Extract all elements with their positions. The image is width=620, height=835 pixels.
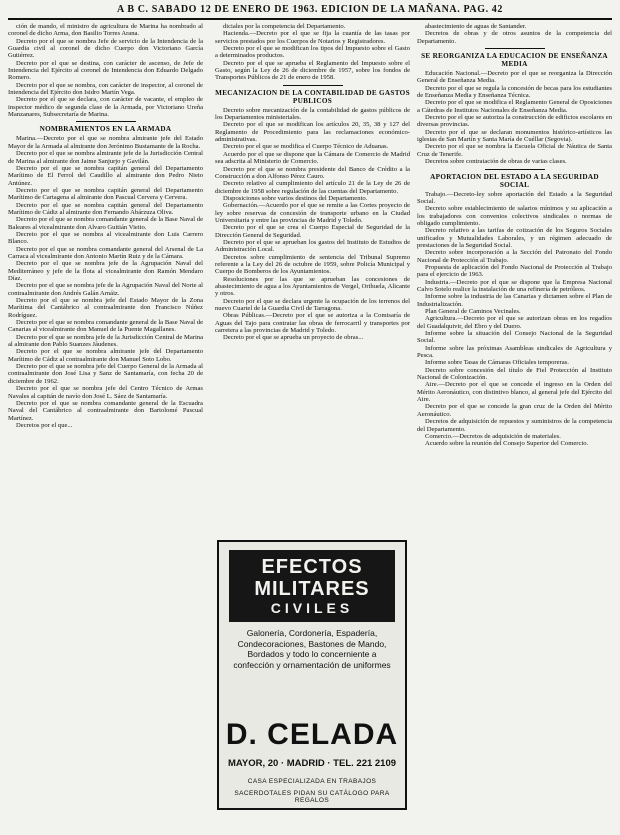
paragraph: Decreto por el que se nombra capitán general del Departamento Marítimo de Cádiz al almirante don Fernando Abárzuza Oliva.: [8, 201, 203, 216]
column-2: [215, 23, 410, 535]
paragraph: Industria.—Decreto por el que se dispone que la Empresa Nacional Calvo Sotelo realice la instalación de una refinería de petróleos.: [417, 278, 612, 293]
paragraph: Decreto por el que se nombra al vicealmirante don Luis Carrero Blanco.: [8, 230, 203, 246]
page-header: A B C. SABADO 12 DE ENERO DE 1963. EDICION DE LA MAÑANA. PAG. 42: [116, 4, 504, 15]
paragraph: Decreto por el que se destina, con carácter de ascenso, de Jefe de Intendencia del Ejército al coronel de Intendencia don Eduardo Delgado Romero.: [8, 59, 203, 82]
paragraph: Decreto por el que se nombra comandante general de la Base Naval de Canarias al vicealmirante don Manuel de la Puente Magallanes.: [8, 319, 203, 334]
paragraph: Decreto por el que se nombra almirante jefe de la Jurisdicción Central de Marina al almirante don Jaime Sanjurjo y Gavilán.: [8, 150, 203, 165]
paragraph: Decreto por el que se nombra comandante general de la Base Naval de Baleares al vicealmirante don Alvaro Guitián Vieito.: [8, 216, 203, 231]
section-rule: [283, 85, 343, 86]
paragraph: Decreto por el que se aprueba un proyecto de obras...: [223, 334, 364, 342]
ad-banner-line2: MILITARES: [254, 578, 370, 600]
paragraph: Decreto por el que se nombra comandante general de la Escuadra Naval del Cantábrico al contraalmirante don Bartolomé Pascual Martínez.: [8, 399, 203, 422]
header-rule: [8, 18, 612, 20]
paragraph: Plan General de Caminos Vecinales.: [425, 308, 521, 315]
paragraph: Decreto por el que se modifican los artículos 20, 35, 38 y 127 del Reglamento de Procedimiento para las reclamaciones económico-administrativas.: [215, 121, 410, 144]
column-3: [417, 23, 612, 829]
paragraph: Decreto por el que se aprueban los gastos del Instituto de Estudios de Administración Local.: [215, 238, 410, 254]
section-rule: [485, 48, 545, 49]
paragraph: Decreto por el que se aprueba el Reglamento del Impuesto sobre el Gasto, según la Ley de 26 de diciembre de 1957, sobre los fondos de Transportes Públicos de 21 de enero de 1958.: [215, 59, 410, 82]
section-rule: [485, 169, 545, 170]
paragraph: Decreto por el que se nombra Jefe de servicio de la Intendencia de la Guardia civil al coronel de dicho Cuerpo don Victoriano García Gutiérrez.: [8, 37, 203, 60]
paragraph: Aire.—Decreto por el que se concede el ingreso en la Orden del Mérito Aeronáutico, con distintivo blanco, al general jefe del Ejército del Aire.: [417, 381, 612, 404]
paragraph: Decreto por el que se nombra la Escuela Oficial de Náutica de Santa Cruz de Tenerife.: [417, 143, 612, 158]
section-heading: MECANIZACION DE LA CONTABILIDAD DE GASTOS PUBLICOS: [215, 88, 410, 105]
paragraph: Decreto por el que se nombra jefe de la Agrupación Naval del Mediterráneo y jefe de la flota al vicealmirante don Ramón Mendaro Díaz.: [8, 260, 203, 282]
paragraph: Decretos sobre cumplimiento de sentencia del Tribunal Supremo referente a la Ley del 26 de octubre de 1959, sobre Policía Municipal y Cuerpo de Bomberos de los Ayuntamientos.: [215, 253, 410, 276]
ad-banner-line1: EFECTOS: [261, 556, 363, 578]
paragraph: Decreto sobre mecanización de la contabilidad de gastos públicos de los Departamentos ministeriales.: [215, 106, 410, 122]
paragraph: Decreto por el que se nombra capitán general del Departamento Marítimo de El Ferrol del Caudillo al almirante don Pedro Nieto Antúnez.: [8, 164, 203, 187]
paragraph: Informe sobre la industria de las Canarias y dictamen sobre el Plan de Industrialización.: [417, 293, 612, 308]
paragraph: Decreto por el que se crea el Cuerpo Especial de Seguridad de la Dirección General de Seguridad.: [215, 224, 410, 239]
paragraph: Acuerdo por el que se dispone que la Cámara de Comercio de Madrid sea adscrita al Ministerio de Comercio.: [215, 150, 410, 166]
ad-brand: D. CELADA: [225, 718, 399, 751]
paragraph: Decreto por el que se nombra presidente del Banco de Crédito a la Construcción a don Alfonso Pérez Cauro.: [215, 165, 410, 180]
paragraph: Propuesta de aplicación del Fondo Nacional de Protección al Trabajo para el ejercicio de 1963.: [417, 263, 612, 279]
paragraph: abastecimiento de aguas de Santander.: [425, 23, 527, 30]
paragraph: Comercio.—Decretos de adquisición de materiales.: [425, 432, 561, 440]
paragraph: Decreto por el que se nombra almirante jefe del Departamento Marítimo de Cádiz al contraalmirante don Manuel Soto Lobo.: [8, 348, 203, 363]
paragraph: Decreto sobre establecimiento de salarios mínimos y su aplicación a los trabajadores con convenios colectivos sindicales o normas de obligado cumplimiento.: [417, 205, 612, 227]
paragraph: Decreto por el que se declaran monumentos histórico-artísticos las iglesias de San Martín y Santa María de Cuéllar (Segovia).: [417, 128, 612, 144]
paragraph: Decretos por el que...: [16, 421, 73, 429]
paragraph: Gobernación.—Acuerdo por el que se remite a las Cortes proyecto de ley sobre reservas de concesión de transporte urbano en la Ciudad Universitaria y entre las provincias de Madrid y Toledo.: [215, 202, 410, 224]
paragraph: Informe sobre las próximas Asambleas sindicales de Agricultura y Pesca.: [417, 344, 612, 360]
paragraph: Marina.—Decreto por el que se nombra almirante jefe del Estado Mayor de la Armada al almirante don Jerónimo Bustamante de la Rocha.: [8, 135, 203, 150]
paragraph: Decreto por el que se nombra jefe del Centro Técnico de Armas Navales al capitán de navío don José L. Sáez de Santamaría.: [8, 385, 203, 400]
ad-address: MAYOR, 20 · MADRID · TEL. 221 2109: [227, 758, 397, 769]
paragraph: diciales por la competencia del Departamento.: [223, 23, 346, 30]
paragraph: Decreto por el que se nombra jefe del Cuerpo General de la Armada al contraalmirante don José Lisa y Sanz de Santamaría, con fecha 20 de diciembre de 1962.: [8, 363, 203, 385]
paragraph: Hacienda.—Decreto por el que se fija la cuantía de las tasas por servicios prestados por los Cuerpos de Notarios y Registradores.: [215, 30, 410, 45]
ad-banner-line3: CIVILES: [270, 600, 354, 616]
paragraph: Educación Nacional.—Decreto por el que se reorganiza la Dirección General de Enseñanza Media.: [417, 70, 612, 85]
paragraph: Decretos de obras y de otros asuntos de la competencia del Departamento.: [417, 30, 612, 45]
paragraph: Decreto por el que se modifican los tipos del Impuesto sobre el Gasto a determinados productos.: [215, 45, 410, 60]
paragraph: Decreto por el que se nombra jefe del Estado Mayor de la Zona Marítima del Cantábrico al contraalmirante don Francisco Núñez Rodríguez.: [8, 297, 203, 319]
paragraph: Acuerdo sobre la reunión del Consejo Superior del Comercio.: [425, 440, 589, 448]
paragraph: Decreto por el que se concede la gran cruz de la Orden del Mérito Aeronáutico.: [417, 403, 612, 418]
column-1: [8, 23, 203, 829]
section-heading: NOMBRAMIENTOS EN LA ARMADA: [39, 125, 172, 134]
advertisement: [217, 540, 407, 810]
section-heading: APORTACION DEL ESTADO A LA SEGURIDAD SOCIAL: [430, 172, 599, 189]
paragraph: Decreto sobre incorporación a la Sección del Patronato del Fondo Nacional de Protección al Trabajo.: [417, 249, 612, 264]
paragraph: Decreto relativo al cumplimiento del artículo 21 de la Ley de 26 de diciembre de 1958 sobre regulación de las cuentas del Departamento.: [215, 180, 410, 195]
paragraph: Decreto por el que se nombra capitán general del Departamento Marítimo de Cartagena al almirante don Pascual Cervera y Cervera.: [8, 186, 203, 202]
paragraph: Obras Públicas.—Decreto por el que se autoriza a la Comisaría de Aguas del Tajo para contratar las obras de ferrocarril y transportes por carretera a las provincias de Madrid y Toledo.: [215, 312, 410, 335]
paragraph: Decreto por el que se declara urgente la ocupación de los terrenos del nuevo Cuartel de la Guardia Civil de Tarragona.: [215, 297, 410, 313]
paragraph: Decreto por el que se modifica el Reglamento General de Oposiciones a Cátedras de Institutos Nacionales de Enseñanza Media.: [417, 99, 612, 114]
ad-banner: [229, 550, 395, 622]
paragraph: Trabajo.—Decreto-ley sobre aportación del Estado a la Seguridad Social.: [417, 190, 612, 205]
section-rule: [76, 121, 136, 122]
paragraph: Disposiciones sobre varios destinos del Departamento.: [223, 194, 368, 202]
paragraph: Decreto sobre concesión del título de Fiel Protección al Instituto Nacional de Colonización.: [417, 366, 612, 382]
paragraph: Decreto por el que se nombra, con carácter de inspector, al coronel de Intendencia del Ejército don Isidro Martín Vega.: [8, 81, 203, 97]
paragraph: Informe sobre la situación del Consejo Nacional de la Seguridad Social.: [417, 330, 612, 345]
paragraph: Decreto por el que se nombra comandante general del Arsenal de La Carraca al vicealmirante don Antonio Martín Ruiz y de la Cámara.: [8, 245, 203, 260]
paragraph: Decreto por el que se modifica el Cuerpo Técnico de Aduanas.: [223, 143, 389, 151]
paragraph: Decretos sobre contratación de obras de varias clases.: [425, 158, 567, 166]
section-heading: SE REORGANIZA LA EDUCACION DE ENSEÑANZA MEDIA: [421, 52, 608, 69]
paragraph: Decreto por el que se nombra jefe de la Jurisdicción Central de Marina al almirante don Pablo Suanzes Jáudenes.: [8, 333, 203, 349]
ad-footer-2: SACERDOTALES PIDAN SU CATÁLOGO PARA REGALOS: [234, 790, 390, 804]
paragraph: Informe sobre Tasas de Cámaras Oficiales temporeras.: [425, 359, 569, 367]
paragraph: Resoluciones por las que se aprueban las concesiones de abastecimiento de agua a los Ayuntamientos de Vergel, Orihuela, Alicante y otros.: [215, 275, 410, 298]
ad-footer-1: CASA ESPECIALIZADA EN TRABAJOS: [247, 778, 377, 785]
paragraph: Decreto por el que se regula la concesión de becas para los estudiantes de Enseñanza Media y Enseñanza Técnica.: [417, 84, 612, 100]
paragraph: Decreto por el que se autoriza la construcción de edificios escolares en diversas provincias.: [417, 114, 612, 129]
paragraph: Decreto por el que se declara, con carácter de vacante, el empleo de inspector médico de segunda clase de la Armada, por Victoriano Ureña Manzanares, Subsecretaría de Marina.: [8, 96, 203, 119]
paragraph: ción de mando, el ministro de agricultura de Marina ha nombrado al coronel de dicho Arma, don Basilio Torres Arana.: [8, 23, 203, 38]
paragraph: Agricultura.—Decreto por el que se autorizan obras en los regadíos del Guadalquivir, del Ebro y del Duero.: [417, 315, 612, 330]
paragraph: Decreto relativo a las tarifas de cotización de los Seguros Sociales unificados y Mutualidades Laborales, y un régimen adecuado de prestaciones de la Seguridad Social.: [417, 227, 612, 249]
ad-body: Galonería, Cordonería, Espadería, Condecoraciones, Bastones de Mando, Bordados y todo lo concerniente a confección y ornamentación de uniformes: [233, 628, 391, 670]
paragraph: Decretos de adquisición de repuestos y suministros de la competencia del Departamento.: [417, 418, 612, 433]
paragraph: Decreto por el que se nombra jefe de la Agrupación Naval del Norte al contraalmirante don Andrés Galán Arnáiz.: [8, 282, 203, 297]
